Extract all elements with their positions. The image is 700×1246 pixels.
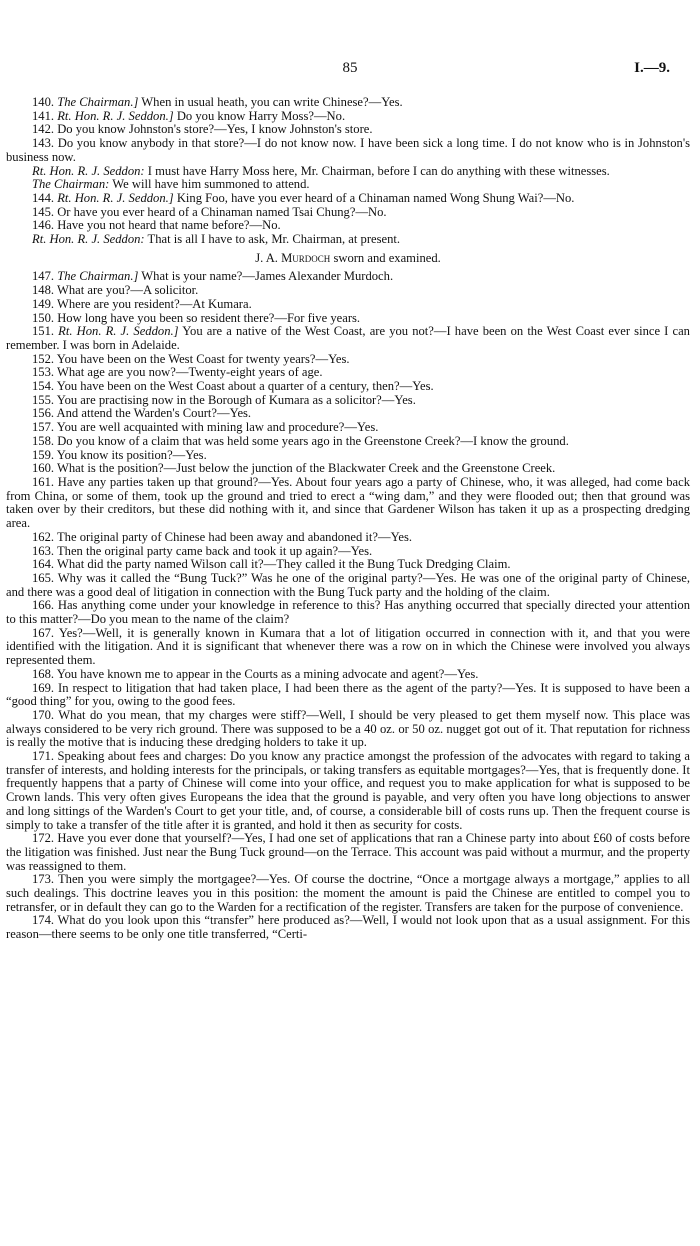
question-number: 155. — [32, 392, 55, 407]
paragraph-text: You are practising now in the Borough of Kumara as a solicitor?—Yes. — [56, 392, 416, 407]
paragraph-text: What is your name?—James Alexander Murdoch. — [138, 269, 394, 284]
question-paragraph — [6, 137, 690, 164]
question-paragraph — [6, 873, 690, 914]
paragraph-text: What do you mean, that my charges were stiff?—Well, I should be very pleased to get them myself now. This place was always considered to be very rich ground. There was supposed to be a 40 oz. or 50 oz. nugget got out of it. That reputation for richness is really the motive that is inducing these dredging holders to take it up. — [6, 707, 690, 750]
question-paragraph — [6, 366, 690, 380]
paragraph-text: Have you not heard that name before?—No. — [57, 218, 281, 233]
question-number: 145. — [32, 204, 55, 219]
paragraph-text: Has anything come under your knowledge in reference to this? Has anything occurred that specially directed your attention to this matter?—Do you mean to the name of the claim? — [6, 598, 690, 627]
question-paragraph — [6, 914, 690, 941]
question-number: 172. — [32, 831, 55, 846]
question-number: 146. — [32, 218, 55, 233]
question-paragraph — [6, 233, 690, 247]
paragraph-text: Then the original party came back and took it up again?—Yes. — [56, 543, 373, 558]
speaker-label: The Chairman: — [32, 177, 110, 192]
examination-section-2 — [6, 270, 690, 941]
paragraph-text: You are well acquainted with mining law and procedure?—Yes. — [56, 420, 379, 435]
question-paragraph — [6, 750, 690, 832]
paragraph-text: You know its position?—Yes. — [56, 447, 207, 462]
question-number: 171. — [32, 749, 55, 764]
question-paragraph — [6, 435, 690, 449]
paragraph-text: We will have him summoned to attend. — [109, 177, 310, 192]
question-paragraph — [6, 449, 690, 463]
paragraph-text: You have known me to appear in the Courts as a mining advocate and agent?—Yes. — [56, 666, 479, 681]
question-paragraph — [6, 558, 690, 572]
paragraph-text: Have you ever done that yourself?—Yes, I had one set of applications that ran a Chinese party into about £60 of costs before the litigation was finished. Just near the Bung Tuck ground—on the Terrace. This account was paid without a murmur, and the property was reassigned to them. — [6, 831, 690, 873]
paragraph-text: King Foo, have you ever heard of a Chinaman named Wong Shung Wai?—No. — [173, 190, 575, 205]
question-number: 165. — [32, 570, 55, 585]
question-paragraph — [6, 206, 690, 220]
question-number: 152. — [32, 351, 55, 366]
question-paragraph — [6, 682, 690, 709]
question-number: 167. — [32, 625, 55, 640]
question-paragraph — [6, 325, 690, 352]
speaker-label: Rt. Hon. R. J. Seddon: — [32, 232, 145, 247]
paragraph-text: Then you were simply the mortgagee?—Yes. Of course the doctrine, “Once a mortgage always a mortgage,” applies to all such dealings. This doctrine leaves you in this position: the moment the amount is paid the Chinese are entitled to compel you to retransfer, or in default they can go to the Warden for a rectification of the register. Transfers are taken for the purpose of convenience. — [6, 872, 691, 914]
question-paragraph — [6, 178, 690, 192]
speaker-label: The Chairman.] — [57, 95, 139, 109]
paragraph-text: The original party of Chinese had been away and abandoned it?—Yes. — [56, 529, 413, 544]
question-paragraph — [6, 407, 690, 421]
paragraph-text: Do you know of a claim that was held some years ago in the Greenstone Creek?—I know the ground. — [57, 433, 569, 448]
paragraph-text: Do you know anybody in that store?—I do not know now. I have been sick a long time. I do not know who is in Johnston's business now. — [6, 136, 690, 164]
question-number: 156. — [32, 406, 55, 421]
paragraph-text: How long have you been so resident there?—For five years. — [57, 310, 361, 325]
question-number: 150. — [32, 310, 55, 325]
document-body — [6, 96, 690, 942]
question-number: 153. — [32, 365, 55, 380]
paragraph-text: What are you?—A solicitor. — [56, 283, 199, 298]
question-paragraph — [6, 599, 690, 626]
question-paragraph — [6, 545, 690, 559]
question-number: 158. — [32, 433, 55, 448]
question-paragraph — [6, 627, 690, 668]
paragraph-text: Speaking about fees and charges: Do you know any practice amongst the profession of the advocates with regard to taking a transfer of interests, and holding interests for the principals, or taking transfers as equitable mortgages?—Yes, that is frequently done. It frequently happens that a party of Chinese will come into your office, and request you to make application for what is supposed to be Crown lands. This very often gives Europeans the idea that the ground is payable, and very often you have long objections to answer and long sittings of the Warden's Court to get your title, and, of course, a considerable bill of costs runs up. Then the frequent course is simply to take a transfer of the title after it is granted, and hold it then as security for costs. — [6, 749, 690, 832]
question-paragraph — [6, 380, 690, 394]
question-number: 174. — [32, 913, 55, 928]
question-number: 147. — [32, 269, 55, 284]
speaker-label: Rt. Hon. R. J. Seddon.] — [58, 324, 179, 339]
question-number: 173. — [32, 872, 55, 887]
question-number: 160. — [32, 461, 55, 476]
paragraph-text: You have been on the West Coast about a quarter of a century, then?—Yes. — [56, 379, 434, 394]
speaker-label: Rt. Hon. R. J. Seddon.] — [57, 190, 174, 205]
question-number: 166. — [32, 598, 55, 613]
question-paragraph — [6, 298, 690, 312]
paragraph-text: Where are you resident?—At Kumara. — [56, 296, 252, 311]
paragraph-text: You are a native of the West Coast, are you not?—I have been on the West Coast ever since I can remember. I was born in Adelaide. — [6, 324, 690, 352]
question-paragraph — [6, 421, 690, 435]
question-number: 159. — [32, 447, 55, 462]
question-paragraph — [6, 270, 690, 284]
question-paragraph — [6, 832, 690, 873]
question-number: 149. — [32, 296, 55, 311]
question-number: 141. — [32, 108, 55, 123]
paragraph-text: Do you know Johnston's store?—Yes, I know Johnston's store. — [57, 122, 373, 137]
question-paragraph — [6, 96, 690, 110]
question-paragraph — [6, 192, 690, 206]
paragraph-text: That is all I have to ask, Mr. Chairman, at present. — [144, 232, 401, 247]
question-paragraph — [6, 110, 690, 124]
speaker-label: Rt. Hon. R. J. Seddon.] — [57, 108, 174, 123]
question-number: 169. — [32, 680, 55, 695]
page-header — [0, 60, 700, 80]
paragraph-text: When in usual heath, you can write Chinese?—Yes. — [138, 95, 403, 109]
paragraph-text: What age are you now?—Twenty-eight years of age. — [56, 365, 323, 380]
question-paragraph — [6, 462, 690, 476]
question-number: 162. — [32, 529, 55, 544]
paragraph-text: What do you look upon this “transfer” here produced as?—Well, I would not look upon that as a usual assignment. For this reason—there seems to be only one title transferred, “Certi- — [6, 913, 691, 942]
paragraph-text: I must have Harry Moss here, Mr. Chairman, before I can do anything with these witnesses. — [144, 163, 610, 178]
page-number: 85 — [342, 60, 358, 76]
question-number: 151. — [32, 324, 55, 339]
question-number: 142. — [32, 122, 55, 137]
question-paragraph — [6, 123, 690, 137]
question-number: 154. — [32, 379, 55, 394]
witness-heading: J. A. Murdoch sworn and examined. — [255, 250, 441, 265]
question-paragraph — [6, 284, 690, 298]
question-paragraph — [6, 531, 690, 545]
speaker-label: The Chairman.] — [57, 269, 139, 284]
question-number: 161. — [32, 474, 55, 489]
paragraph-text: And attend the Warden's Court?—Yes. — [56, 406, 252, 421]
question-number: 140. — [32, 95, 55, 109]
paragraph-text: Have any parties taken up that ground?—Yes. About four years ago a party of Chinese, who, it was alleged, had come back from China, or some of them, took up the ground and tried to erect a “wing dam,” and they were flooded out; then that ground was taken over by their creditors, but these did nothing with it, and since that Gardener Wilson has taken it up as a prospecting dredging area. — [6, 474, 691, 531]
paragraph-text: What is the position?—Just below the junction of the Blackwater Creek and the Greenstone Creek. — [56, 461, 556, 476]
paragraph-text: In respect to litigation that had taken place, I had been there as the agent of the party?—Yes. It is supposed to have been a “good thing” for you, owing to the good fees. — [6, 680, 690, 709]
question-paragraph — [6, 353, 690, 367]
question-number: 164. — [32, 557, 55, 572]
question-number: 144. — [32, 190, 55, 205]
question-paragraph — [6, 668, 690, 682]
paragraph-text: Yes?—Well, it is generally known in Kumara that a lot of litigation occurred in connection with it, and that you were identified with the litigation. And it is significant that whenever there was a row on in which the Chinese were involved you always represented them. — [6, 625, 690, 668]
question-paragraph — [6, 394, 690, 408]
question-number: 157. — [32, 420, 55, 435]
question-paragraph — [6, 476, 690, 531]
question-paragraph — [6, 572, 690, 599]
paragraph-text: Why was it called the “Bung Tuck?” Was he one of the original party?—Yes. He was one of the original party of Chinese, and there was a good deal of litigation in connection with the Bung Tuck party and the holding of the claim. — [6, 570, 690, 599]
document-reference: I.—9. — [634, 60, 670, 76]
examination-section-1 — [6, 96, 690, 247]
question-paragraph — [6, 219, 690, 233]
question-number: 170. — [32, 707, 55, 722]
question-number: 148. — [32, 283, 55, 298]
speaker-label: Rt. Hon. R. J. Seddon: — [32, 163, 145, 178]
question-number: 168. — [32, 666, 55, 681]
question-paragraph — [6, 312, 690, 326]
question-paragraph — [6, 165, 690, 179]
question-number: 163. — [32, 543, 55, 558]
question-paragraph — [6, 709, 690, 750]
paragraph-text: You have been on the West Coast for twenty years?—Yes. — [56, 351, 350, 366]
paragraph-text: Do you know Harry Moss?—No. — [173, 108, 346, 123]
paragraph-text: What did the party named Wilson call it?—They called it the Bung Tuck Dredging Claim. — [56, 557, 511, 572]
question-number: 143. — [32, 136, 55, 151]
paragraph-text: Or have you ever heard of a Chinaman named Tsai Chung?—No. — [57, 204, 387, 219]
